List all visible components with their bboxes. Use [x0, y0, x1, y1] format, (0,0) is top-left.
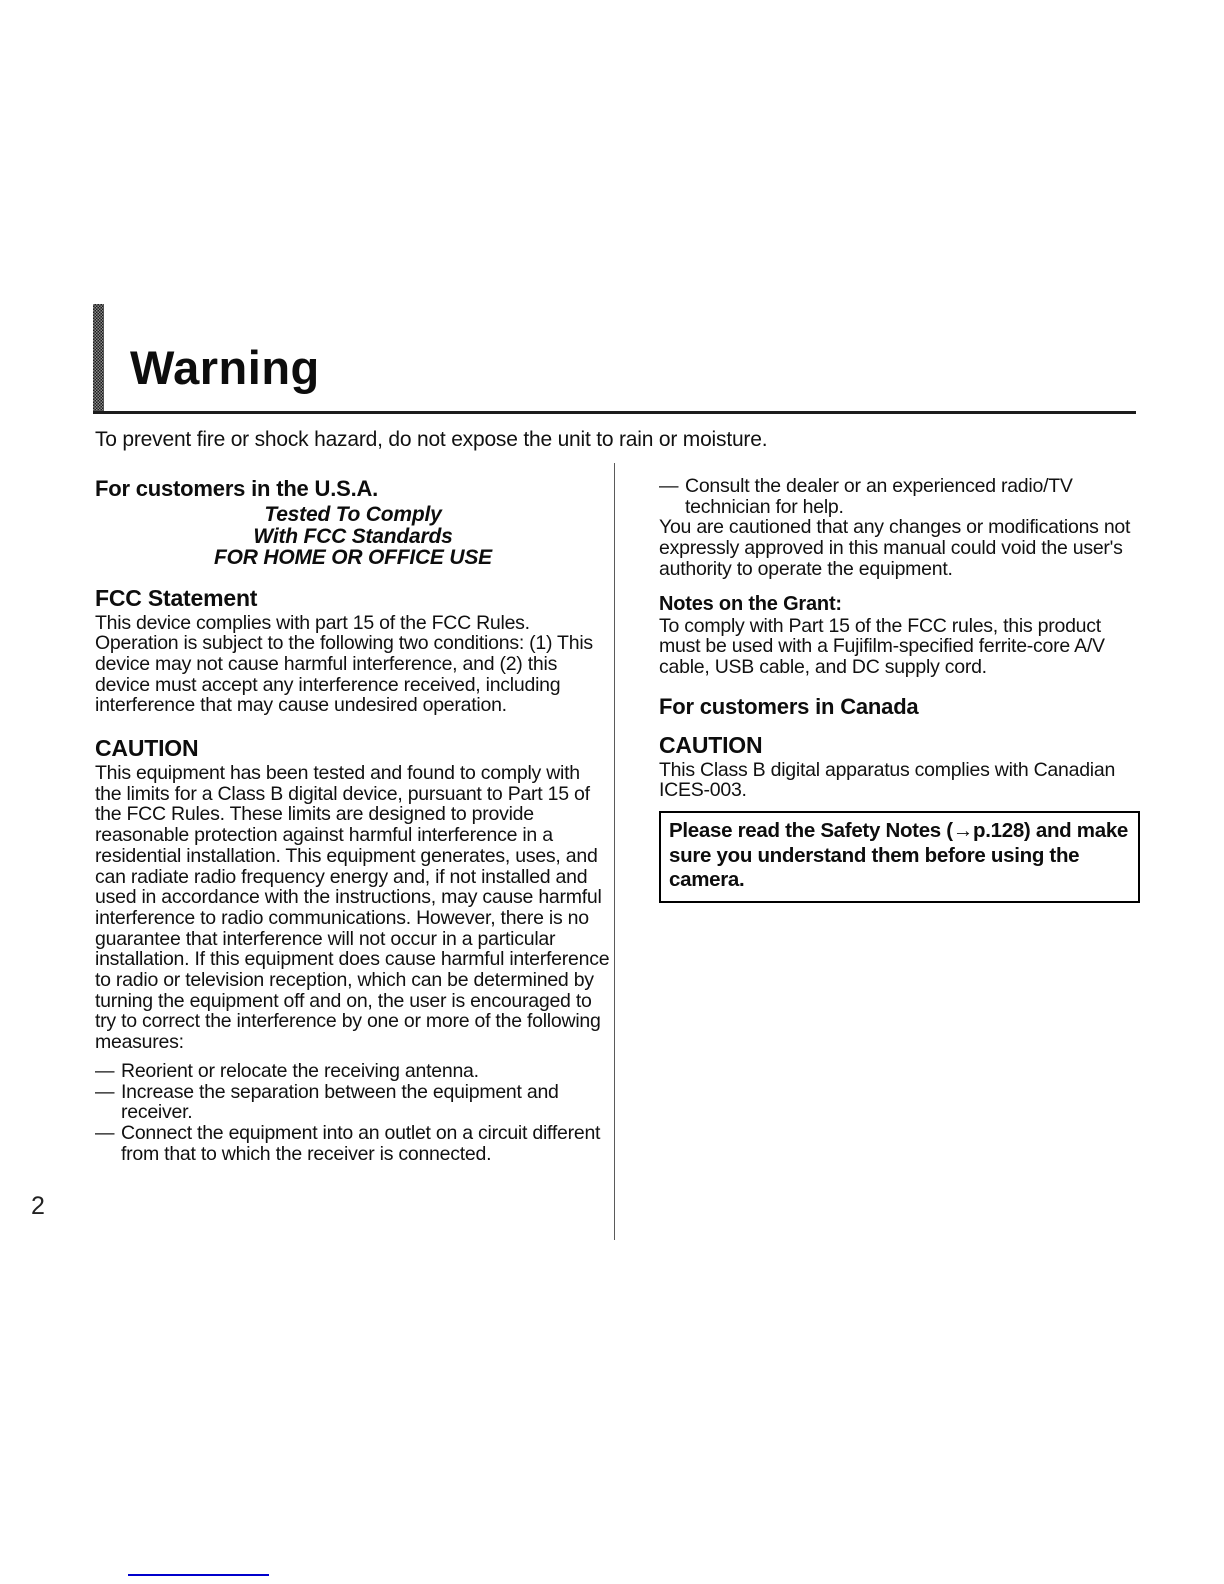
page-number: 2: [31, 1192, 45, 1220]
fcc-statement-heading: FCC Statement: [95, 584, 258, 611]
canada-heading: For customers in Canada: [659, 693, 919, 719]
safety-note-box: Please read the Safety Notes (→p.128) and make sure you understand them before using the camera.: [659, 811, 1140, 903]
measure-item: [95, 1123, 611, 1164]
grant-notes-body: To comply with Part 15 of the FCC rules, this product must be used with a Fujifilm-specified ferrite-core A/V cable, USB cable, and DC supply cord.: [659, 614, 1105, 678]
measure-item: [95, 1061, 611, 1082]
dash-glyph: —: [95, 1059, 115, 1082]
tested-line: Tested To Comply: [264, 503, 442, 526]
page-title: Warning: [130, 341, 320, 394]
title-rule: [93, 411, 1136, 414]
measure-item-text: Connect the equipment into an outlet on a circuit different from that to which the receiver is connected.: [121, 1121, 601, 1165]
measure-item-text: Reorient or relocate the receiving antenna.: [121, 1059, 479, 1082]
fcc-statement-body: This device complies with part 15 of the FCC Rules. Operation is subject to the following two conditions: (1) This device may not cause harmful interference, and (2) this device must accept any interference received, including interference that may cause undesired operation.: [95, 611, 593, 717]
consult-dealer-item: [659, 476, 1145, 517]
caution-body: This equipment has been tested and found to comply with the limits for a Class B digital device, pursuant to Part 15 of the FCC Rules. These limits are designed to provide reasonable protection against harmful interference in a residential installation. This equipment generates, uses, and can radiate radio frequency energy and, if not installed and used in accordance with the instructions, may cause harmful interference to radio communications. However, there is no guarantee that interference will not occur in a particular installation. If this equipment does cause harmful interference to radio or television reception, which can be determined by turning the equipment off and on, the user is encouraged to try to correct the interference by one or more of the following measures:: [95, 762, 610, 1054]
modifications-note: You are cautioned that any changes or modifications not expressly approved in this manual could void the user's authority to operate the equipment.: [659, 516, 1131, 580]
measure-item-text: Increase the separation between the equipment and receiver.: [121, 1080, 559, 1124]
consult-dealer-text: Consult the dealer or an experienced radio/TV technician for help.: [685, 475, 1073, 518]
usa-heading: For customers in the U.S.A.: [95, 476, 379, 501]
dash-glyph: —: [95, 1121, 115, 1144]
title-accent-bar: [93, 304, 104, 414]
tested-line: FOR HOME OR OFFICE USE: [214, 546, 492, 569]
bottom-blue-rule: [128, 1574, 269, 1576]
measures-list: [95, 1061, 611, 1165]
caution-heading: CAUTION: [95, 735, 199, 762]
dash-glyph: —: [95, 1080, 115, 1103]
column-divider: [614, 463, 615, 1240]
right-column: [659, 476, 1145, 903]
measure-item: [95, 1082, 611, 1123]
grant-notes-heading: Notes on the Grant:: [659, 592, 842, 615]
canada-caution-body: This Class B digital apparatus complies with Canadian ICES-003.: [659, 758, 1116, 802]
tested-line: With FCC Standards: [253, 524, 453, 548]
left-column: [95, 476, 611, 1164]
canada-caution-heading: CAUTION: [659, 731, 763, 758]
dash-glyph: —: [659, 475, 679, 497]
intro-text: To prevent fire or shock hazard, do not expose the unit to rain or moisture.: [95, 428, 768, 451]
fcc-compliance-block: [95, 504, 611, 569]
